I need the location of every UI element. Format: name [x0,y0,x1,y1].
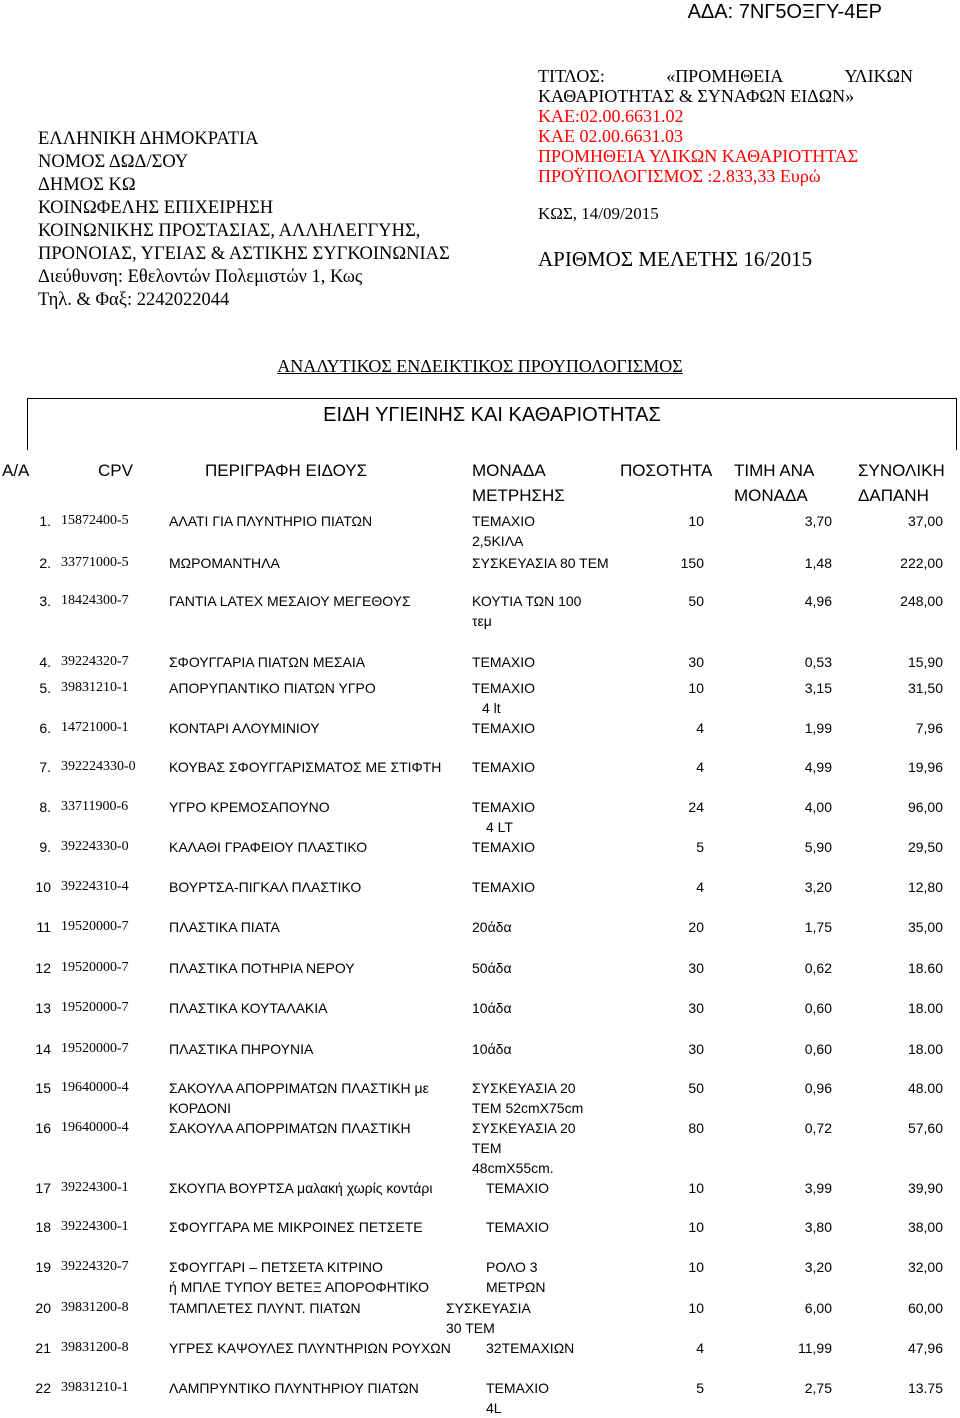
row-description-line: ΣΦΟΥΓΓΑΡΙΑ ΠΙΑΤΩΝ ΜΕΣΑΙΑ [169,654,366,670]
row-unit-line: ΤΕΜ [472,1140,502,1156]
row-quantity: 30 [688,654,704,670]
row-total: 29,50 [907,839,943,855]
project-title-line2: ΚΑΘΑΡΙΟΤΗΤΑΣ & ΣΥΝΑΦΩΝ ΕΙΔΩΝ» [538,86,855,106]
row-description [169,1039,459,1059]
row-unit-line: 20άδα [472,919,512,935]
kae-code: ΚΑΕ 02.00.6631.03 [538,126,683,146]
column-header-price-line: ΜΟΝΑΔΑ [734,486,808,505]
row-description-line: ΜΩΡΟΜΑΝΤΗΛΑ [169,555,280,571]
row-description-line: ΑΛΑΤΙ ΓΙΑ ΠΛΥΝΤΗΡΙΟ ΠΙΑΤΩΝ [169,513,373,529]
row-unit-price: 1,75 [804,919,832,935]
row-description [169,877,459,897]
row-unit [486,1257,636,1297]
row-number: 15 [35,1080,51,1096]
row-cpv: 39831200-8 [61,1340,129,1355]
row-description [169,511,459,531]
row-total: 19,96 [907,759,943,775]
org-line: ΚΟΙΝΩΦΕΛΗΣ ΕΠΙΧΕΙΡΗΣΗ [38,198,274,218]
row-total: 38,00 [907,1219,943,1235]
row-unit [472,718,622,738]
column-header-description: ΠΕΡΙΓΡΑΦΗ ΕΙΔΟΥΣ [205,461,368,480]
row-quantity: 30 [688,960,704,976]
row-description [169,1078,459,1118]
row-description-line: ΣΚΟΥΠΑ ΒΟΥΡΤΣΑ μαλακή χωρίς κοντάρι [169,1180,433,1196]
row-number: 13 [35,1000,51,1016]
row-unit-line: ΚΟΥΤΙΑ ΤΩΝ 100 [472,593,582,609]
row-unit-price: 1,48 [804,555,832,571]
row-unit-price: 3,20 [804,1259,832,1275]
row-total: 7,96 [915,720,943,736]
title-label: ΤΙΤΛΟΣ: [538,66,605,86]
row-unit-line: ΤΕΜΑΧΙΟ [472,879,536,895]
row-unit-line: ΤΕΜΑΧΙΟ [472,839,536,855]
row-total: 39,90 [907,1180,943,1196]
row-cpv: 19520000-7 [61,1000,129,1015]
row-unit [472,797,622,837]
org-line: ΠΡΟΝΟΙΑΣ, ΥΓΕΙΑΣ & ΑΣΤΙΚΗΣ ΣΥΓΚΟΙΝΩΝΙΑΣ [38,244,450,264]
row-cpv: 39831210-1 [61,1380,129,1395]
row-unit [472,917,622,937]
row-description [169,1338,459,1358]
row-number: 1. [39,513,51,529]
row-unit-line: ΤΕΜΑΧΙΟ [472,680,536,696]
row-unit [472,511,622,551]
row-unit-price: 11,99 [798,1340,832,1356]
column-header-total-line: ΣΥΝΟΛΙΚΗ [858,461,945,480]
row-description [169,1378,459,1398]
row-total: 48.00 [907,1080,943,1096]
row-unit-line: 10άδα [472,1000,512,1016]
column-header-unit-line: ΜΟΝΑΔΑ [472,461,546,480]
row-number: 16 [35,1120,51,1136]
row-quantity: 4 [696,720,704,736]
title-part: «ΠΡΟΜΗΘΕΙΑ [666,66,784,86]
row-quantity: 30 [688,1041,704,1057]
row-total: 15,90 [907,654,943,670]
row-unit [472,837,622,857]
row-quantity: 150 [680,555,704,571]
row-number: 10 [35,879,51,895]
row-description [169,1178,459,1198]
row-total: 96,00 [907,799,943,815]
row-description [169,998,459,1018]
row-number: 9. [39,839,51,855]
row-quantity: 10 [688,1300,704,1316]
row-cpv: 14721000-1 [61,720,129,735]
row-cpv: 39224330-0 [61,839,129,854]
row-unit [472,757,622,777]
row-description-line: ΥΓΡΟ ΚΡΕΜΟΣΑΠΟΥΝΟ [169,799,330,815]
row-quantity: 30 [688,1000,704,1016]
kae-description: ΠΡΟΜΗΘΕΙΑ ΥΛΙΚΩΝ ΚΑΘΑΡΙΟΤΗΤΑΣ [538,146,859,166]
row-cpv: 392224330-0 [61,759,136,774]
row-cpv: 39831200-8 [61,1300,129,1315]
ada-code: ΑΔΑ: 7ΝΓ5ΟΞΓΥ-4ΕΡ [687,1,882,23]
org-line: ΔΗΜΟΣ ΚΩ [38,175,136,195]
row-unit-price: 6,00 [804,1300,832,1316]
row-unit-line: 2,5ΚΙΛΑ [472,533,524,549]
row-number: 20 [35,1300,51,1316]
row-quantity: 10 [688,1180,704,1196]
row-cpv: 19520000-7 [61,960,129,975]
row-total: 47,96 [907,1340,943,1356]
row-quantity: 24 [688,799,704,815]
row-unit [472,591,622,631]
row-unit [446,1298,596,1338]
row-description-line: ΚΟΡΔΟΝΙ [169,1100,232,1116]
row-quantity: 50 [688,593,704,609]
org-line: Τηλ. & Φαξ: 2242022044 [38,290,230,310]
row-description-line: ΠΛΑΣΤΙΚΑ ΠΟΤΗΡΙΑ ΝΕΡΟΥ [169,960,355,976]
row-number: 5. [39,680,51,696]
row-total: 32,00 [907,1259,943,1275]
org-line: ΕΛΛΗΝΙΚΗ ΔΗΜΟΚΡΑΤΙΑ [38,129,259,149]
row-unit-line: 32ΤΕΜΑΧΙΩΝ [486,1340,575,1356]
row-unit-price: 3,80 [804,1219,832,1235]
row-unit [472,553,622,573]
row-unit [472,877,622,897]
row-unit-price: 3,70 [804,513,832,529]
row-unit [472,678,622,718]
row-cpv: 39831210-1 [61,680,129,695]
row-unit-line: ΤΕΜΑΧΙΟ [486,1380,550,1396]
row-unit [486,1178,636,1198]
row-unit [486,1378,636,1418]
row-unit-line: 10άδα [472,1041,512,1057]
row-cpv: 19640000-4 [61,1080,129,1095]
row-cpv: 15872400-5 [61,513,129,528]
row-unit-price: 3,15 [804,680,832,696]
row-unit-line: ΣΥΣΚΕΥΑΣΙΑ [446,1300,531,1316]
row-quantity: 50 [688,1080,704,1096]
row-total: 57,60 [907,1120,943,1136]
row-description-line: ΑΠΟΡΥΠΑΝΤΙΚΟ ΠΙΑΤΩΝ ΥΓΡΟ [169,680,376,696]
org-line: ΚΟΙΝΩΝΙΚΗΣ ΠΡΟΣΤΑΣΙΑΣ, ΑΛΛΗΛΕΓΓΥΗΣ, [38,221,421,241]
row-cpv: 33711900-6 [61,799,129,814]
row-total: 31,50 [907,680,943,696]
row-unit-price: 4,00 [804,799,832,815]
row-number: 14 [35,1041,51,1057]
row-quantity: 10 [688,1219,704,1235]
row-description [169,1217,459,1237]
row-description-line: ΣΦΟΥΓΓΑΡΑ ΜΕ ΜΙΚΡΟΙΝΕΣ ΠΕΤΣΕΤΕ [169,1219,423,1235]
row-total: 12,80 [907,879,943,895]
row-total: 35,00 [907,919,943,935]
row-quantity: 80 [688,1120,704,1136]
row-unit-line: τεμ [472,613,492,629]
row-cpv: 39224320-7 [61,1259,129,1274]
row-unit-line: ΤΕΜΑΧΙΟ [472,759,536,775]
column-header-unit-line: ΜΕΤΡΗΣΗΣ [472,486,565,505]
row-unit-price: 0,62 [804,960,832,976]
row-description [169,591,459,611]
row-number: 22 [35,1380,51,1396]
row-unit-line: 4L [486,1400,502,1416]
row-unit-line: ΤΕΜΑΧΙΟ [472,799,536,815]
row-description-line: ΠΛΑΣΤΙΚΑ ΚΟΥΤΑΛΑΚΙΑ [169,1000,328,1016]
row-total: 248,00 [900,593,943,609]
main-title: ΑΝΑΛΥΤΙΚΟΣ ΕΝΔΕΙΚΤΙΚΟΣ ΠΡΟΥΠΟΛΟΓΙΣΜΟΣ [277,356,683,376]
title-part: ΥΛΙΚΩΝ [844,66,913,86]
row-unit-line: ΣΥΣΚΕΥΑΣΙΑ 80 ΤΕΜ [472,555,609,571]
row-unit-price: 0,60 [804,1000,832,1016]
row-cpv: 33771000-5 [61,555,129,570]
row-number: 18 [35,1219,51,1235]
row-unit-line: ΤΕΜΑΧΙΟ [472,513,536,529]
row-unit [472,652,622,672]
row-description [169,1257,459,1297]
column-header-cpv: CPV [98,461,133,480]
row-description [169,1298,459,1318]
budget: ΠΡΟΫΠΟΛΟΓΙΣΜΟΣ :2.833,33 Ευρώ [538,166,821,186]
row-description [169,757,459,777]
row-cpv: 18424300-7 [61,593,129,608]
row-quantity: 5 [696,1380,704,1396]
row-description-line: ΒΟΥΡΤΣΑ-ΠΙΓΚΑΛ ΠΛΑΣΤΙΚΟ [169,879,362,895]
kae-code: ΚΑΕ:02.00.6631.02 [538,106,684,126]
row-quantity: 5 [696,839,704,855]
row-unit-line: 4 lt [482,700,501,716]
row-unit [486,1338,636,1358]
row-quantity: 4 [696,879,704,895]
row-description [169,652,459,672]
row-unit-price: 3,20 [804,879,832,895]
column-header-total-line: ΔΑΠΑΝΗ [858,486,929,505]
row-unit [486,1217,636,1237]
row-unit-line: ΜΕΤΡΩΝ [486,1279,546,1295]
row-description-line: ΠΛΑΣΤΙΚΑ ΠΙΑΤΑ [169,919,280,935]
row-number: 19 [35,1259,51,1275]
row-number: 6. [39,720,51,736]
row-description [169,718,459,738]
row-quantity: 4 [696,1340,704,1356]
study-number: ΑΡΙΘΜΟΣ ΜΕΛΕΤΗΣ 16/2015 [538,247,813,271]
row-number: 11 [36,919,51,935]
row-quantity: 10 [688,680,704,696]
row-number: 2. [39,555,51,571]
row-description-line: ΓΑΝΤΙΑ LATEX ΜΕΣΑΙΟΥ ΜΕΓΕΘΟΥΣ [169,593,411,609]
row-description [169,553,459,573]
row-unit-price: 1,99 [804,720,832,736]
row-description [169,678,459,698]
row-description-line: ΚΟΥΒΑΣ ΣΦΟΥΓΓΑΡΙΣΜΑΤΟΣ ΜΕ ΣΤΙΦΤΗ [169,759,442,775]
row-unit-price: 0,60 [804,1041,832,1057]
row-cpv: 39224320-7 [61,654,129,669]
section-title: ΕΙΔΗ ΥΓΙΕΙΝΗΣ ΚΑΙ ΚΑΘΑΡΙΟΤΗΤΑΣ [323,404,661,426]
row-unit-price: 4,96 [804,593,832,609]
row-number: 17 [35,1180,51,1196]
row-cpv: 19640000-4 [61,1120,129,1135]
row-description-line: ή ΜΠΛΕ ΤΥΠΟΥ ΒΕΤΕΞ ΑΠΟΡΟΦΗΤΙΚΟ [169,1279,430,1295]
row-unit-line: ΤΕΜΑΧΙΟ [486,1180,550,1196]
row-number: 7. [39,759,51,775]
row-unit-price: 0,96 [804,1080,832,1096]
row-description [169,958,459,978]
row-unit-price: 2,75 [804,1380,832,1396]
row-cpv: 19520000-7 [61,919,129,934]
row-unit [472,1118,622,1178]
row-total: 60,00 [907,1300,943,1316]
row-cpv: 39224300-1 [61,1180,129,1195]
row-number: 12 [35,960,51,976]
row-description-line: ΤΑΜΠΛΕΤΕΣ ΠΛΥΝΤ. ΠΙΑΤΩΝ [169,1300,361,1316]
column-header-aa: Α/Α [2,461,30,480]
row-unit-line: 48cmX55cm. [472,1160,554,1176]
row-total: 222,00 [900,555,943,571]
row-description-line: ΚΟΝΤΑΡΙ ΑΛΟΥΜΙΝΙΟΥ [169,720,320,736]
row-description-line: ΚΑΛΑΘΙ ΓΡΑΦΕΙΟΥ ΠΛΑΣΤΙΚΟ [169,839,368,855]
row-unit-price: 0,53 [804,654,832,670]
row-total: 18.60 [907,960,943,976]
row-quantity: 20 [688,919,704,935]
row-description-line: ΛΑΜΠΡΥΝΤΙΚΟ ΠΛΥΝΤΗΡΙΟΥ ΠΙΑΤΩΝ [169,1380,419,1396]
row-number: 3. [39,593,51,609]
row-unit [472,958,622,978]
row-unit-price: 4,99 [804,759,832,775]
row-unit [472,1039,622,1059]
row-description [169,917,459,937]
row-description-line: ΣΦΟΥΓΓΑΡΙ – ΠΕΤΣΕΤΑ ΚΙΤΡΙΝΟ [169,1259,383,1275]
row-cpv: 39224300-1 [61,1219,129,1234]
row-description-line: ΥΓΡΕΣ ΚΑΨΟΥΛΕΣ ΠΛΥΝΤΗΡΙΩΝ ΡΟΥΧΩΝ [169,1340,451,1356]
row-unit-line: ΤΕΜ 52cmX75cm [472,1100,584,1116]
row-cpv: 19520000-7 [61,1041,129,1056]
document-date: ΚΩΣ, 14/09/2015 [538,204,659,223]
row-quantity: 10 [688,513,704,529]
row-description-line: ΣΑΚΟΥΛΑ ΑΠΟΡΡΙΜΑΤΩΝ ΠΛΑΣΤΙΚΗ με [169,1080,429,1096]
row-description [169,837,459,857]
row-unit-price: 0,72 [804,1120,832,1136]
row-number: 21 [35,1340,51,1356]
row-number: 8. [39,799,51,815]
row-unit-line: ΤΕΜΑΧΙΟ [472,654,536,670]
row-total: 37,00 [907,513,943,529]
row-unit-line: 4 LT [486,819,513,835]
row-unit-line: 30 ΤΕΜ [446,1320,495,1336]
row-unit-line: ΤΕΜΑΧΙΟ [486,1219,550,1235]
row-unit-line: ΤΕΜΑΧΙΟ [472,720,536,736]
column-header-price-line: ΤΙΜΗ ΑΝΑ [734,461,815,480]
row-total: 18.00 [907,1000,943,1016]
row-quantity: 10 [688,1259,704,1275]
row-unit-price: 3,99 [804,1180,832,1196]
org-line: ΝΟΜΟΣ ΔΩΔ/ΣΟΥ [38,152,189,172]
org-line: Διεύθυνση: Εθελοντών Πολεμιστών 1, Κως [38,267,363,287]
row-unit [472,998,622,1018]
row-cpv: 39224310-4 [61,879,129,894]
row-total: 18.00 [907,1041,943,1057]
row-unit-line: ΣΥΣΚΕΥΑΣΙΑ 20 [472,1120,576,1136]
row-description [169,797,459,817]
row-unit-price: 5,90 [804,839,832,855]
row-description-line: ΠΛΑΣΤΙΚΑ ΠΗΡΟΥΝΙΑ [169,1041,314,1057]
row-total: 13.75 [907,1380,943,1396]
row-quantity: 4 [696,759,704,775]
row-number: 4. [39,654,51,670]
row-unit-line: ΣΥΣΚΕΥΑΣΙΑ 20 [472,1080,576,1096]
column-header-quantity: ΠΟΣΟΤΗΤΑ [620,461,713,480]
row-description [169,1118,459,1138]
row-unit-line: ΡΟΛΟ 3 [486,1259,538,1275]
row-unit-line: 50άδα [472,960,512,976]
row-description-line: ΣΑΚΟΥΛΑ ΑΠΟΡΡΙΜΑΤΩΝ ΠΛΑΣΤΙΚΗ [169,1120,411,1136]
row-unit [472,1078,622,1118]
